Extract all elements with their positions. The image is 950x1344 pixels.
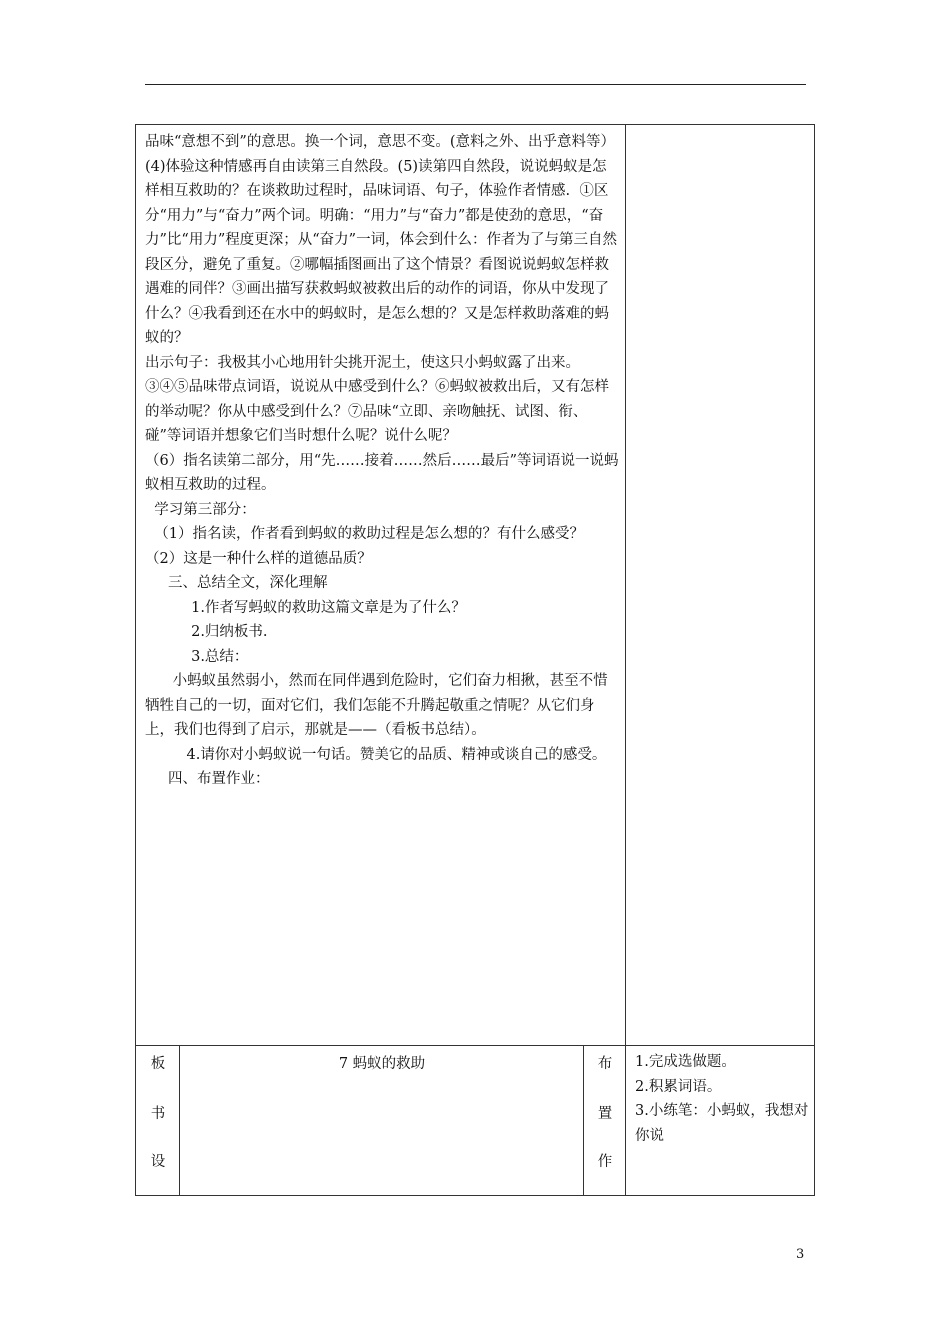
lesson-text (145, 130, 619, 792)
assignment-cell (625, 1045, 815, 1196)
assignment-item: 3.小练笔：小蚂蚁，我想对你说 (635, 1103, 809, 1144)
assignment-label-cell (583, 1045, 626, 1196)
board-label-char: 板 (150, 1056, 166, 1072)
paragraph: 学习第三部分： (145, 501, 256, 518)
paragraph: 小蚂蚁虽然弱小，然而在同伴遇到危险时，它们奋力相揪，甚至不惜牺牲自己的一切，面对它们，我们怎能不升腾起敬重之情呢？从它们身上，我们也得到了启示，那就是——（看板书总结）。 (145, 673, 608, 738)
paragraph: 品味“意想不到”的意思。换一个词，意思不变。(意料之外、出乎意料等）(4)体验这种情感再自由读第三自然段。(5)读第四自然段，说说蚂蚁是怎样相互救助的？在谈救助过程时，品味词语、句子，体验作者情感. ①区分“用力”与“奋力”两个词。明确：“用力”与“奋力”都是使劲的意思，“奋力”比“用力”程度更深；从“奋力”一词，体会到什么：作者为了与第三自然段区分，避免了重复。②哪幅插图画出了这个情景？看图说说蚂蚁怎样救遇难的同伴？③画出描写获救蚂蚁被救出后的动作的词语，你从中发现了什么？④我看到还在水中的蚂蚁时，是怎么想的？又是怎样救助落难的蚂蚁的？ (145, 134, 618, 346)
board-design-cell (179, 1045, 584, 1196)
paragraph: （6）指名读第二部分，用“先……接着……然后……最后”等词语说一说蚂蚁相互救助的过程。 (145, 452, 619, 493)
assignment-label-char: 布 (597, 1056, 613, 1072)
assignment-list (635, 1050, 811, 1148)
paragraph: 2.归纳板书. (145, 624, 268, 640)
paragraph: 出示句子：我极其小心地用针尖挑开泥土，使这只小蚂蚁露了出来。③④⑤品味带点词语，说说从中感受到什么？⑥蚂蚁被救出后，又有怎样的举动呢？你从中感受到什么？⑦品味“立即、亲吻触抚、试图、衔、碰”等词语并想象它们当时想什么呢？说什么呢？ (145, 354, 609, 444)
page-number: 3 (796, 1247, 805, 1262)
section-heading: 三、总结全文，深化理解 (145, 575, 328, 591)
paragraph: 1.作者写蚂蚁的救助这篇文章是为了什么？ (145, 599, 466, 616)
board-label-char: 设 (150, 1154, 166, 1170)
paragraph: 3.总结： (145, 648, 249, 665)
assignment-item: 2.积累词语。 (635, 1078, 722, 1095)
board-label-char: 书 (150, 1106, 166, 1122)
notes-cell (625, 124, 815, 1046)
paragraph: 4.请你对小蚂蚁说一句话。赞美它的品质、精神或谈自己的感受。 (145, 746, 607, 763)
assignment-label-char: 置 (597, 1106, 613, 1122)
paragraph: （2）这是一种什么样的道德品质？ (145, 550, 372, 567)
section-heading: 四、布置作业： (145, 771, 270, 787)
lesson-content-cell (135, 124, 626, 1046)
board-title: 7 蚂蚁的救助 (338, 1056, 426, 1072)
assignment-label-char: 作 (597, 1154, 613, 1170)
paragraph: （1）指名读，作者看到蚂蚁的救助过程是怎么想的？有什么感受？ (145, 526, 584, 542)
board-design-label-cell (135, 1045, 180, 1196)
assignment-item: 1.完成选做题。 (635, 1054, 736, 1070)
header-rule (145, 84, 806, 85)
